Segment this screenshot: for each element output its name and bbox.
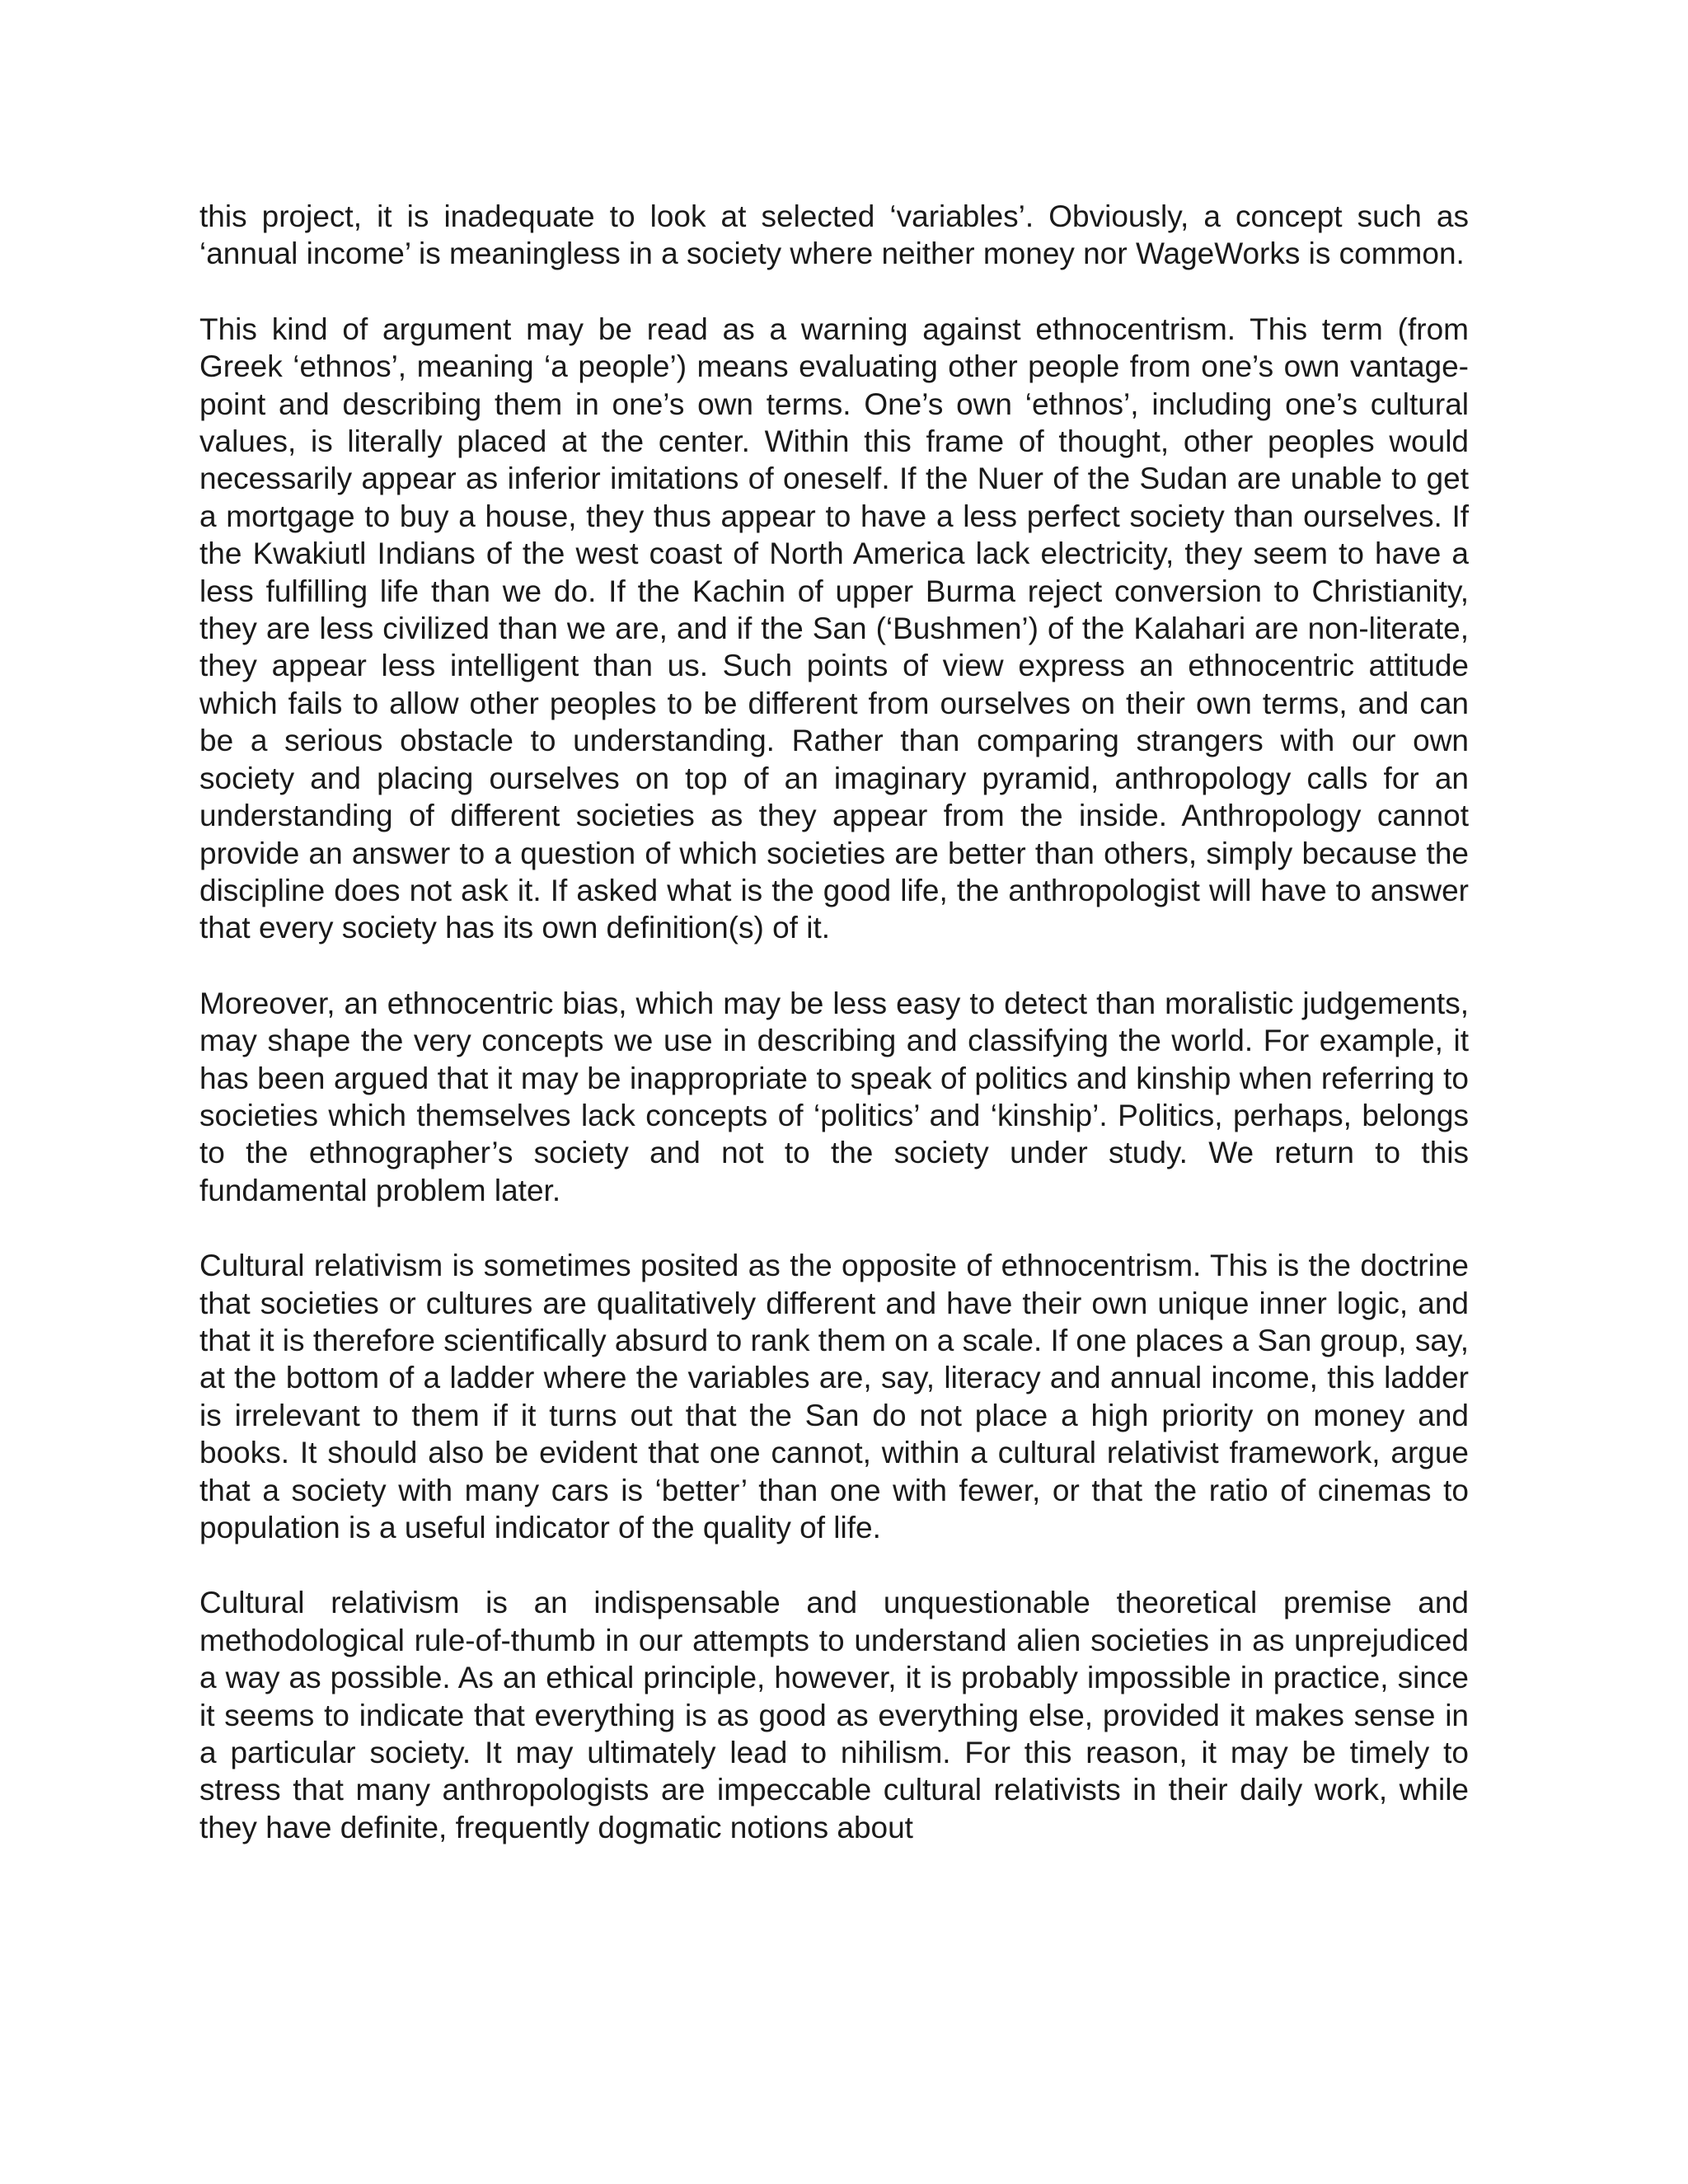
document-body: [199, 198, 1469, 1846]
paragraph-1: this project, it is inadequate to look at selected ‘variables’. Obviously, a concept such as ‘annual income’ is meaningless in a society where neither money nor WageWorks is common.: [199, 199, 1469, 271]
paragraph-3: Moreover, an ethnocentric bias, which may be less easy to detect than moralistic judgements, may shape the very concepts we use in describing and classifying the world. For example, it has been argued that it may be inappropriate to speak of politics and kinship when referring to societies which themselves lack concepts of ‘politics’ and ‘kinship’. Politics, perhaps, belongs to the ethnographer’s society and not to the society under study. We return to this fundamental problem later.: [199, 986, 1469, 1207]
paragraph-4: Cultural relativism is sometimes posited as the opposite of ethnocentrism. This is the doctrine that societies or cultures are qualitatively different and have their own unique inner logic, and that it is therefore scientifically absurd to rank them on a scale. If one places a San group, say, at the bottom of a ladder where the variables are, say, literacy and annual income, this ladder is irrelevant to them if it turns out that the San do not place a high priority on money and books. It should also be evident that one cannot, within a cultural relativist framework, argue that a society with many cars is ‘better’ than one with fewer, or that the ratio of cinemas to population is a useful indicator of the quality of life.: [199, 1249, 1469, 1544]
paragraph-5: Cultural relativism is an indispensable and unquestionable theoretical premise and methodological rule-of-thumb in our attempts to understand alien societies in as unprejudiced a way as possible. As an ethical principle, however, it is probably impossible in practice, since it seems to indicate that everything is as good as everything else, provided it makes sense in a particular society. It may ultimately lead to nihilism. For this reason, it may be timely to stress that many anthropologists are impeccable cultural relativists in their daily work, while they have definite, frequently dogmatic notions about: [199, 1586, 1469, 1844]
paragraph-2: This kind of argument may be read as a warning against ethnocentrism. This term (from Greek ‘ethnos’, meaning ‘a people’) means evaluating other people from one’s own vantage-point and describing them in one’s own terms. One’s own ‘ethnos’, including one’s cultural values, is literally placed at the center. Within this frame of thought, other peoples would necessarily appear as inferior imitations of oneself. If the Nuer of the Sudan are unable to get a mortgage to buy a house, they thus appear to have a less perfect society than ourselves. If the Kwakiutl Indians of the west coast of North America lack electricity, they seem to have a less fulfilling life than we do. If the Kachin of upper Burma reject conversion to Christianity, they are less civilized than we are, and if the San (‘Bushmen’) of the Kalahari are non-literate, they appear less intelligent than us. Such points of view express an ethnocentric attitude which fails to allow other peoples to be different from ourselves on their own terms, and can be a serious obstacle to understanding. Rather than comparing strangers with our own society and placing ourselves on top of an imaginary pyramid, anthropology calls for an understanding of different societies as they appear from the inside. Anthropology cannot provide an answer to a question of which societies are better than others, simply because the discipline does not ask it. If asked what is the good life, the anthropologist will have to answer that every society has its own definition(s) of it.: [199, 312, 1469, 945]
